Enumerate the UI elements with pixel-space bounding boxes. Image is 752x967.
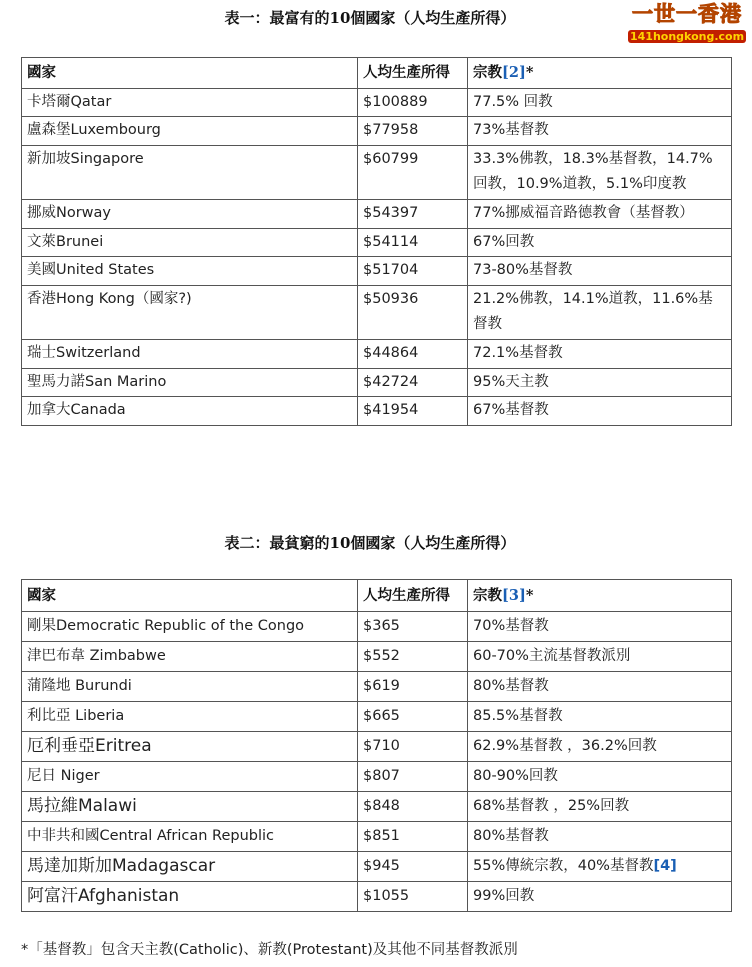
- table-row: [22, 702, 732, 732]
- table-row: [22, 642, 732, 672]
- country-cell: 挪威Norway: [22, 199, 358, 228]
- religion-cell: 60-70%主流基督教派別: [468, 642, 732, 672]
- reference-link[interactable]: [3]: [502, 587, 526, 604]
- table-row: [22, 882, 732, 912]
- country-cell: 厄利垂亞Eritrea: [22, 732, 358, 762]
- income-cell: $54397: [358, 199, 468, 228]
- table-row: [22, 852, 732, 882]
- table-header-row: [22, 58, 732, 89]
- religion-cell: 80%基督教: [468, 672, 732, 702]
- income-cell: $100889: [358, 88, 468, 117]
- country-cell: 盧森堡Luxembourg: [22, 117, 358, 146]
- religion-cell: 80%基督教: [468, 822, 732, 852]
- header-religion: [468, 58, 732, 89]
- country-cell: 阿富汗Afghanistan: [22, 882, 358, 912]
- country-cell: 剛果Democratic Republic of the Congo: [22, 612, 358, 642]
- logo-main-text: 一世一香港: [632, 2, 742, 26]
- table-row: [22, 145, 732, 199]
- table-row: [22, 822, 732, 852]
- table1-title: 表一：最富有的10個國家（人均生產所得）: [224, 9, 516, 27]
- table-row: [22, 368, 732, 397]
- country-cell: 卡塔爾Qatar: [22, 88, 358, 117]
- country-cell: 中非共和國Central African Republic: [22, 822, 358, 852]
- table-row: [22, 199, 732, 228]
- country-cell: 津巴布韋 Zimbabwe: [22, 642, 358, 672]
- income-cell: $710: [358, 732, 468, 762]
- country-cell: 利比亞 Liberia: [22, 702, 358, 732]
- header-income: 人均生產所得: [358, 58, 468, 89]
- country-cell: 新加坡Singapore: [22, 145, 358, 199]
- religion-cell: 80-90%回教: [468, 762, 732, 792]
- table-row: [22, 339, 732, 368]
- country-cell: 加拿大Canada: [22, 397, 358, 426]
- table-row: [22, 672, 732, 702]
- income-cell: $552: [358, 642, 468, 672]
- religion-cell: 33.3%佛教，18.3%基督教，14.7%回教，10.9%道教，5.1%印度教: [468, 145, 732, 199]
- income-cell: $619: [358, 672, 468, 702]
- religion-cell: 62.9%基督教 ，36.2%回教: [468, 732, 732, 762]
- religion-cell: 73-80%基督教: [468, 257, 732, 286]
- income-cell: $77958: [358, 117, 468, 146]
- country-cell: 馬達加斯加Madagascar: [22, 852, 358, 882]
- header-religion-label: 宗教: [473, 587, 502, 604]
- richest-countries-table: [21, 57, 732, 426]
- income-cell: $51704: [358, 257, 468, 286]
- header-religion-label: 宗教: [473, 64, 502, 81]
- religion-cell: 21.2%佛教，14.1%道教，11.6%基督教: [468, 285, 732, 339]
- table-row: [22, 612, 732, 642]
- income-cell: $807: [358, 762, 468, 792]
- income-cell: $41954: [358, 397, 468, 426]
- income-cell: $60799: [358, 145, 468, 199]
- table-row: [22, 285, 732, 339]
- religion-cell: 72.1%基督教: [468, 339, 732, 368]
- income-cell: $665: [358, 702, 468, 732]
- religion-cell: 68%基督教 ，25%回教: [468, 792, 732, 822]
- table-row: [22, 88, 732, 117]
- religion-text: 55%傳統宗教，40%基督教: [473, 858, 654, 874]
- income-cell: $945: [358, 852, 468, 882]
- table-row: [22, 732, 732, 762]
- religion-cell: 73%基督教: [468, 117, 732, 146]
- table-row: [22, 228, 732, 257]
- reference-link[interactable]: [2]: [502, 64, 526, 81]
- income-cell: $44864: [358, 339, 468, 368]
- reference-link[interactable]: [4]: [653, 858, 677, 874]
- income-cell: $1055: [358, 882, 468, 912]
- religion-cell: [468, 852, 732, 882]
- income-cell: $50936: [358, 285, 468, 339]
- religion-cell: 70%基督教: [468, 612, 732, 642]
- religion-cell: 67%基督教: [468, 397, 732, 426]
- table-row: [22, 257, 732, 286]
- header-income: 人均生產所得: [358, 580, 468, 612]
- table-header-row: [22, 580, 732, 612]
- religion-cell: 77%挪威福音路德教會（基督教）: [468, 199, 732, 228]
- table-row: [22, 792, 732, 822]
- country-cell: 香港Hong Kong（國家?): [22, 285, 358, 339]
- country-cell: 馬拉維Malawi: [22, 792, 358, 822]
- income-cell: $365: [358, 612, 468, 642]
- religion-cell: 99%回教: [468, 882, 732, 912]
- country-cell: 美國United States: [22, 257, 358, 286]
- table2-title: 表二：最貧窮的10個國家（人均生產所得）: [224, 534, 516, 552]
- logo-sub-text: 141hongkong.com: [630, 30, 745, 43]
- asterisk: *: [525, 587, 534, 604]
- income-cell: $848: [358, 792, 468, 822]
- income-cell: $42724: [358, 368, 468, 397]
- header-country: 國家: [22, 580, 358, 612]
- religion-cell: 67%回教: [468, 228, 732, 257]
- footnote: *「基督教」包含天主教(Catholic)、新教(Protestant)及其他不同基督教派別: [21, 942, 518, 958]
- religion-cell: 85.5%基督教: [468, 702, 732, 732]
- table-row: [22, 397, 732, 426]
- religion-cell: 77.5% 回教: [468, 88, 732, 117]
- country-cell: 蒲隆地 Burundi: [22, 672, 358, 702]
- country-cell: 尼日 Niger: [22, 762, 358, 792]
- poorest-countries-table: [21, 579, 732, 912]
- income-cell: $54114: [358, 228, 468, 257]
- table-row: [22, 762, 732, 792]
- country-cell: 瑞士Switzerland: [22, 339, 358, 368]
- religion-cell: 95%天主教: [468, 368, 732, 397]
- table-row: [22, 117, 732, 146]
- country-cell: 聖馬力諾San Marino: [22, 368, 358, 397]
- income-cell: $851: [358, 822, 468, 852]
- country-cell: 文萊Brunei: [22, 228, 358, 257]
- header-religion: [468, 580, 732, 612]
- asterisk: *: [525, 64, 534, 81]
- header-country: 國家: [22, 58, 358, 89]
